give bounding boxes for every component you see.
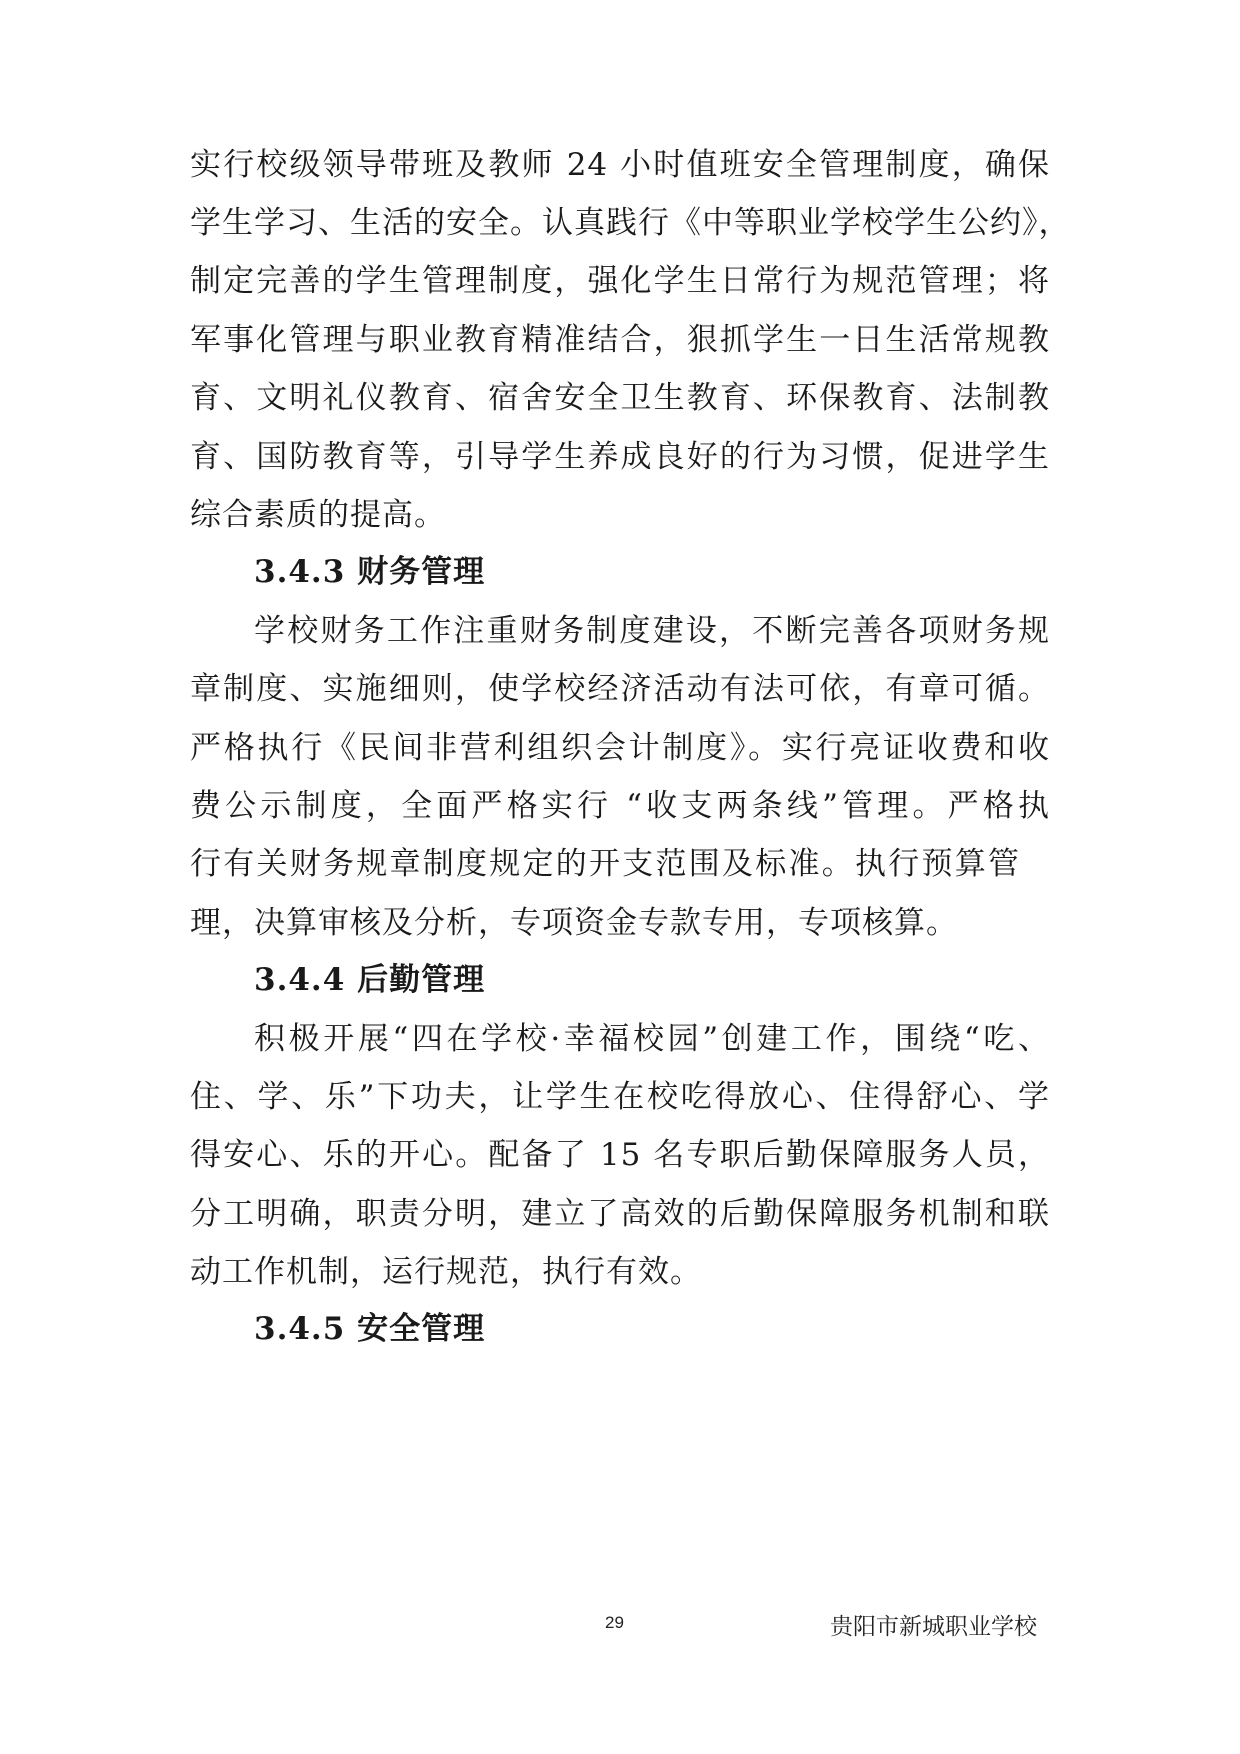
text-line: 育、文明礼仪教育、宿舍安全卫生教育、环保教育、法制教	[190, 380, 1050, 416]
text-line: 得安心、乐的开心。配备了 15 名专职后勤保障服务人员，	[190, 1137, 1050, 1173]
text-line: 章制度、实施细则，使学校经济活动有法可依，有章可循。	[190, 671, 1050, 707]
section-heading-logistics: 3.4.4 后勤管理	[254, 962, 486, 998]
text-line: 分工明确，职责分明，建立了高效的后勤保障服务机制和联	[190, 1196, 1050, 1232]
footer-school-name: 贵阳市新城职业学校	[830, 1614, 1037, 1640]
text-line: 费公示制度，全面严格实行 “收支两条线”管理。严格执	[190, 788, 1050, 824]
text-line: 实行校级领导带班及教师 24 小时值班安全管理制度，确保	[190, 147, 1050, 183]
text-line: 积极开展“四在学校·幸福校园”创建工作，围绕“吃、	[254, 1021, 1050, 1057]
section-heading-safety: 3.4.5 安全管理	[254, 1311, 486, 1347]
text-line: 动工作机制，运行规范，执行有效。	[190, 1254, 702, 1290]
text-line: 学校财务工作注重财务制度建设，不断完善各项财务规	[254, 613, 1050, 649]
text-line: 制定完善的学生管理制度，强化学生日常行为规范管理；将	[190, 263, 1050, 299]
page-number: 29	[605, 1613, 624, 1632]
text-line: 严格执行《民间非营利组织会计制度》。实行亮证收费和收	[190, 730, 1050, 766]
text-line: 军事化管理与职业教育精准结合，狠抓学生一日生活常规教	[190, 322, 1050, 358]
text-line: 育、国防教育等，引导学生养成良好的行为习惯，促进学生	[190, 439, 1050, 475]
text-line: 学生学习、生活的安全。认真践行《中等职业学校学生公约》，	[190, 205, 1071, 241]
text-line: 住、学、乐”下功夫，让学生在校吃得放心、住得舒心、学	[190, 1079, 1050, 1115]
text-line: 综合素质的提高。	[190, 497, 446, 533]
text-line: 行有关财务规章制度规定的开支范围及标准。执行预算管	[190, 846, 1020, 882]
text-line: 理，决算审核及分析，专项资金专款专用，专项核算。	[190, 905, 958, 941]
section-heading-finance: 3.4.3 财务管理	[254, 554, 486, 590]
